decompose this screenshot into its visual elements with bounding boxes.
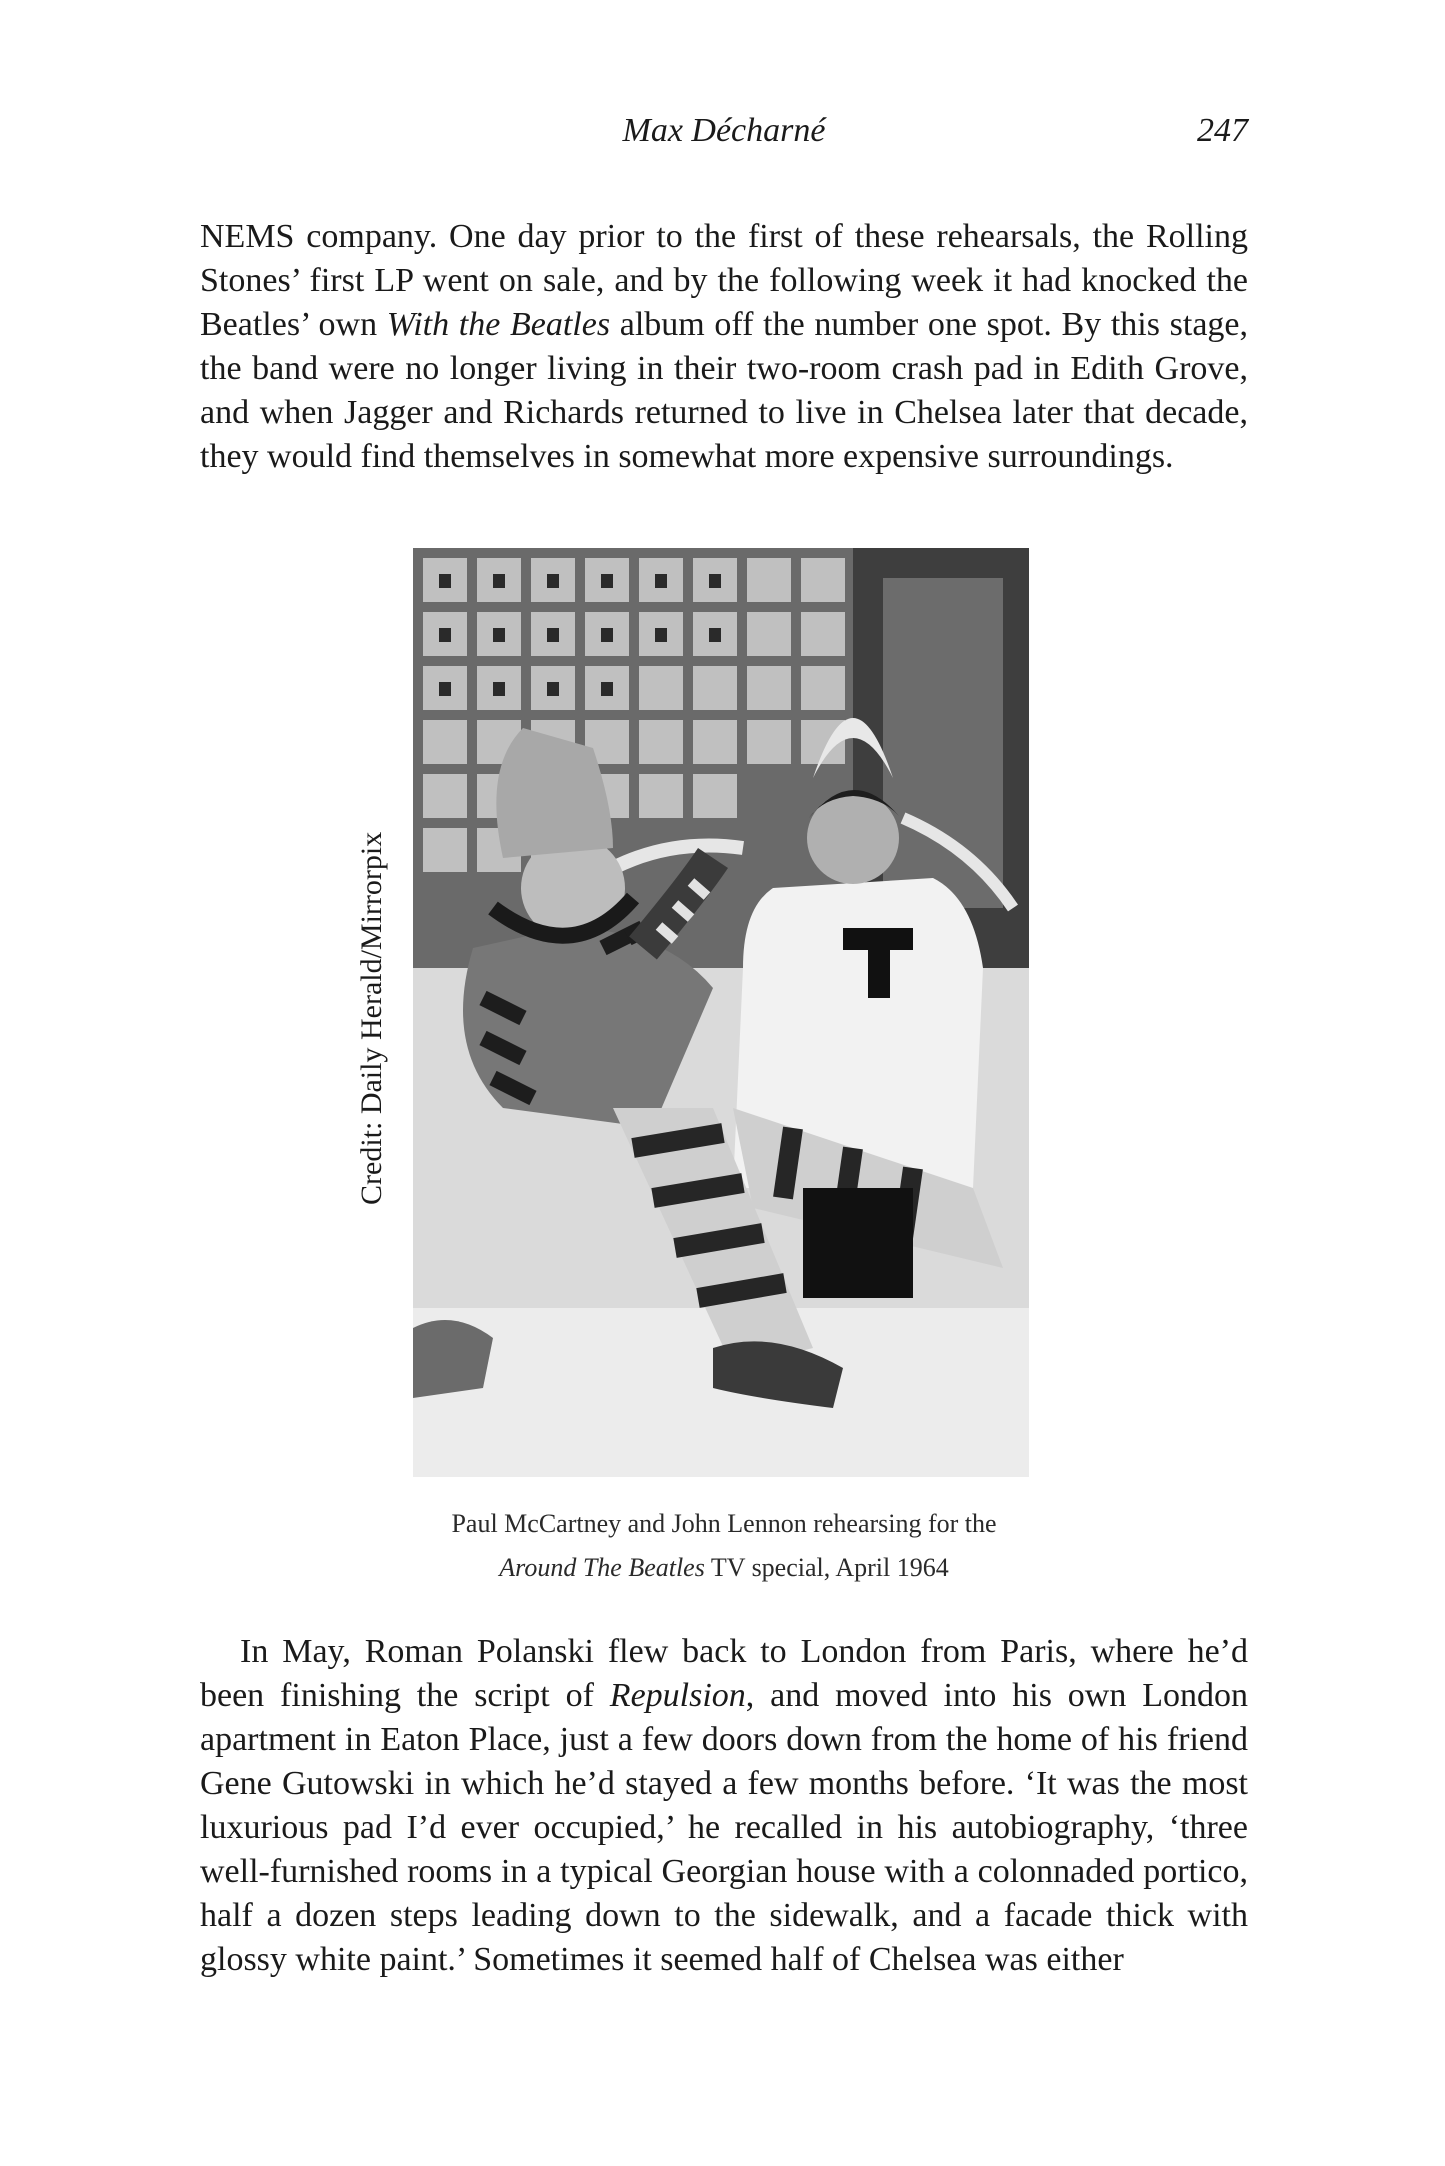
album-title: With the Beatles bbox=[386, 306, 611, 343]
photograph bbox=[413, 548, 1029, 1477]
running-head-author: Max Décharné bbox=[622, 112, 826, 149]
photograph-illustration bbox=[413, 548, 1029, 1477]
running-head bbox=[200, 112, 1248, 162]
paragraph-text: NEMS company. One day prior to the first of these rehearsals, the Rolling Stones’ first LP went on sale, and by the following week it had knocked the Beatles’ own bbox=[200, 218, 1248, 343]
caption-text: TV special, April 1964 bbox=[704, 1553, 949, 1582]
caption-line-1: Paul McCartney and John Lennon rehearsing for the bbox=[451, 1509, 997, 1538]
body-paragraph bbox=[200, 1630, 1248, 1982]
paragraph-text: In May, Roman Polanski flew back to London from Paris, where he’d been finishing the script of bbox=[200, 1633, 1248, 1714]
show-title: Around The Beatles bbox=[499, 1553, 705, 1582]
film-title: Repulsion bbox=[609, 1677, 746, 1714]
photo-caption bbox=[200, 1502, 1248, 1590]
paragraph-text: album off the number one spot. By this stage, the band were no longer living in their two-room crash pad in Edith Grove, and when Jagger and Richards returned to live in Chelsea later that decade, they would find themselves in somewhat more expensive surroundings. bbox=[200, 306, 1249, 475]
paragraph-text: , and moved into his own London apartment in Eaton Place, just a few doors down from the home of his friend Gene Gutowski in which he’d stayed a few months before. ‘It was the most luxurious pad I’d ever occupied,’ he recalled in his autobiography, ‘three well-furnished rooms in a typical Georgian house with a colonnaded portico, half a dozen steps leading down to the sidewalk, and a facade thick with glossy white paint.’ Sometimes it seemed half of Chelsea was either bbox=[200, 1677, 1248, 1978]
page-number: 247 bbox=[1197, 112, 1248, 149]
body-paragraph bbox=[200, 215, 1248, 479]
photo-credit: Credit: Daily Herald/Mirrorpix bbox=[355, 831, 388, 1205]
caption-line-2 bbox=[200, 1546, 1248, 1590]
